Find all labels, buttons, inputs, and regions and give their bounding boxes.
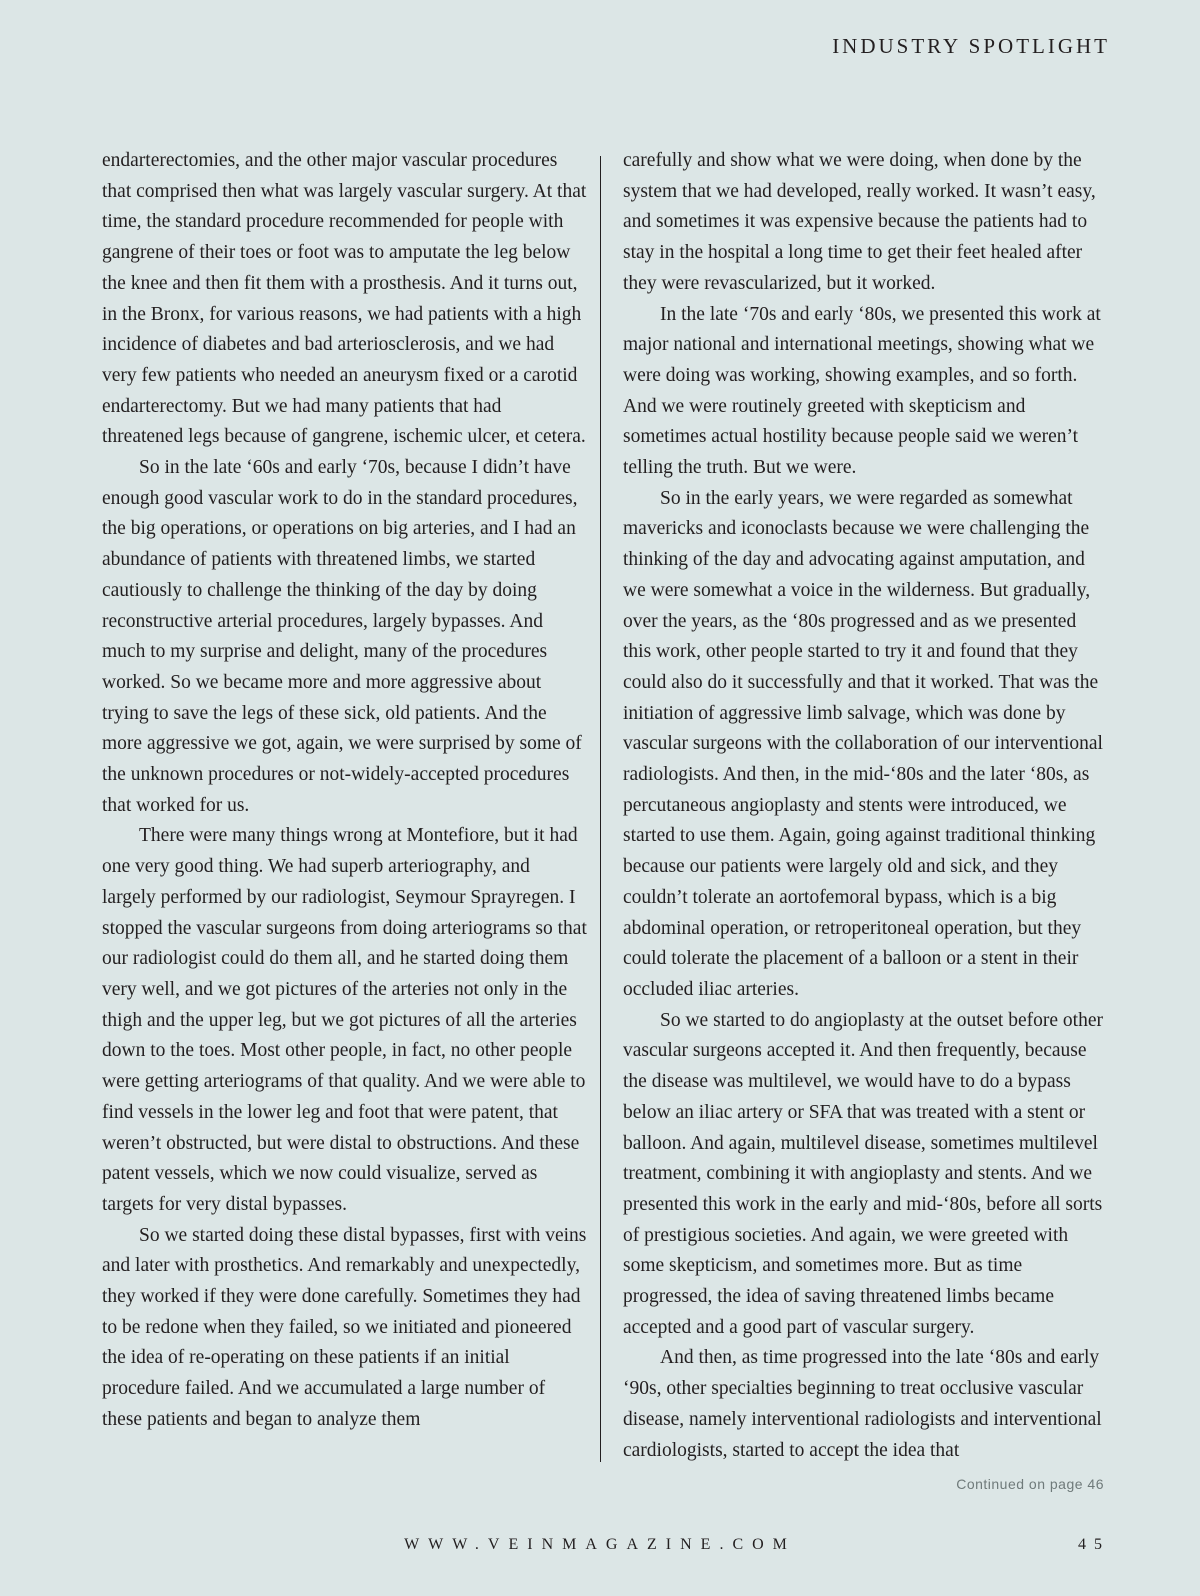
paragraph: So we started to do angioplasty at the outset before other vascular surgeons accepted it. And then frequently, because the disease was multilevel, we would have to do a bypass below an iliac artery or SFA that was treated with a stent or balloon. And again, multilevel disease, sometimes multilevel treatment, combining it with angioplasty and stents. And we presented this work in the early and mid-‘80s, before all sorts of prestigious societies. And again, we were greeted with some skepticism, and sometimes more. But as time progressed, the idea of saving threatened limbs became accepted and a good part of vascular surgery.: [623, 1009, 1103, 1338]
paragraph: In the late ‘70s and early ‘80s, we presented this work at major national and international meetings, showing what we were doing was working, showing examples, and so forth. And we were routinely greeted with skepticism and sometimes actual hostility because people said we weren’t telling the truth. But we were.: [623, 303, 1101, 479]
paragraph: So in the late ‘60s and early ‘70s, because I didn’t have enough good vascular work to do in the standard procedures, the big operations, or operations on big arteries, and I had an abundance of patients with threatened limbs, we started cautiously to challenge the thinking of the day by doing reconstructive arterial procedures, largely bypasses. And much to my surprise and delight, many of the procedures worked. So we became more and more aggressive about trying to save the legs of these sick, old patients. And the more aggressive we got, again, we were surprised by some of the unknown procedures or not-widely-accepted procedures that worked for us.: [102, 457, 582, 816]
paragraph: carefully and show what we were doing, when done by the system that we had developed, really worked. It wasn’t easy, and sometimes it was expensive because the patients had to stay in the hospital a long time to get their feet healed after they were revascularized, but it worked.: [623, 150, 1096, 294]
continued-note: Continued on page 46: [956, 1476, 1104, 1492]
section-header: INDUSTRY SPOTLIGHT: [832, 34, 1110, 58]
paragraph: There were many things wrong at Montefiore, but it had one very good thing. We had superb arteriography, and largely performed by our radiologist, Seymour Sprayregen. I stopped the vascular surgeons from doing arteriograms so that our radiologist could do them all, and he started doing them very well, and we got pictures of the arteries not only in the thigh and the upper leg, but we got pictures of all the arteries down to the toes. Most other people, in fact, no other people were getting arteriograms of that quality. And we were able to find vessels in the lower leg and foot that were patent, that weren’t obstructed, but were distal to obstructions. And these patent vessels, which we now could visualize, served as targets for very distal bypasses.: [102, 825, 587, 1215]
column-divider: [600, 156, 601, 1462]
article-column-right: [623, 146, 1108, 1466]
paragraph: So we started doing these distal bypasses, first with veins and later with prosthetics. And remarkably and unexpectedly, they worked if they were done carefully. Sometimes they had to be redone when they failed, so we initiated and pioneered the idea of re-operating on these patients if an initial procedure failed. And we accumulated a large number of these patients and began to analyze them: [102, 1224, 587, 1430]
article-column-left: [102, 146, 587, 1436]
paragraph: So in the early years, we were regarded as somewhat mavericks and iconoclasts because we were challenging the thinking of the day and advocating against amputation, and we were somewhat a voice in the wilderness. But gradually, over the years, as the ‘80s progressed and as we presented this work, other people started to try it and found that they could also do it successfully and that it worked. That was the initiation of aggressive limb salvage, which was done by vascular surgeons with the collaboration of our interventional radiologists. And then, in the mid-‘80s and the later ‘80s, as percutaneous angioplasty and stents were introduced, we started to use them. Again, going against traditional thinking because our patients were largely old and sick, and they couldn’t tolerate an aortofemoral bypass, which is a big abdominal operation, or retroperitoneal operation, but they could tolerate the placement of a balloon or a stent in their occluded iliac arteries.: [623, 487, 1103, 1000]
paragraph: And then, as time progressed into the late ‘80s and early ‘90s, other specialties beginning to treat occlusive vascular disease, namely interventional radiologists and interventional cardiologists, started to accept the idea that: [623, 1347, 1102, 1461]
footer-url: WWW.VEINMAGAZINE.COM: [404, 1536, 796, 1553]
paragraph: endarterectomies, and the other major vascular procedures that comprised then what was largely vascular surgery. At that time, the standard procedure recommended for people with gangrene of their toes or foot was to amputate the leg below the knee and then fit them with a prosthesis. And it turns out, in the Bronx, for various reasons, we had patients with a high incidence of diabetes and bad arteriosclerosis, and we had very few patients who needed an aneurysm fixed or a carotid endarterectomy. But we had many patients that had threatened legs because of gangrene, ischemic ulcer, et cetera.: [102, 150, 587, 448]
page-number: 45: [1078, 1536, 1110, 1553]
